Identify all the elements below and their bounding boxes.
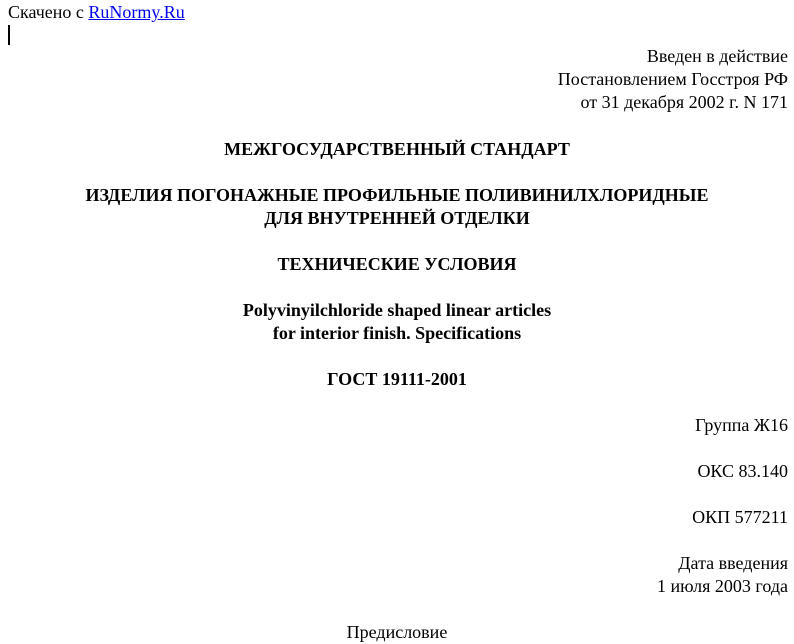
english-title [0,299,794,345]
source-line [8,2,185,23]
source-prefix: Скачено с [8,2,89,22]
text-cursor [8,25,10,45]
enactment-line-1: Введен в действие [646,46,788,66]
standard-designation: ГОСТ 19111-2001 [327,369,467,389]
english-title-line-2: for interior finish. Specifications [272,323,522,343]
introduction-date-label: Дата введения [678,553,788,573]
russian-subtitle: ТЕХНИЧЕСКИЕ УСЛОВИЯ [277,254,517,274]
okp-code: ОКП 577211 [692,507,788,527]
enactment-line-2: Постановлением Госстроя РФ [557,69,788,89]
introduction-date-value: 1 июля 2003 года [657,576,788,596]
introduction-date-block [657,552,788,598]
enactment-block [558,45,788,114]
standard-type-heading: МЕЖГОСУДАРСТВЕННЫЙ СТАНДАРТ [224,139,570,159]
enactment-line-3: от 31 декабря 2002 г. N 171 [580,92,788,112]
oks-code: ОКС 83.140 [697,461,788,481]
classification-group: Группа Ж16 [695,415,788,435]
source-link[interactable]: RuNormy.Ru [88,2,185,22]
russian-title-line-2: ДЛЯ ВНУТРЕННЕЙ ОТДЕЛКИ [264,208,530,228]
preface-heading: Предисловие [346,622,448,642]
english-title-line-1: Polyvinyilchloride shaped linear articles [242,300,552,320]
russian-title-line-1: ИЗДЕЛИЯ ПОГОНАЖНЫЕ ПРОФИЛЬНЫЕ ПОЛИВИНИЛХЛОРИДНЫЕ [85,185,709,205]
russian-title [0,184,794,230]
